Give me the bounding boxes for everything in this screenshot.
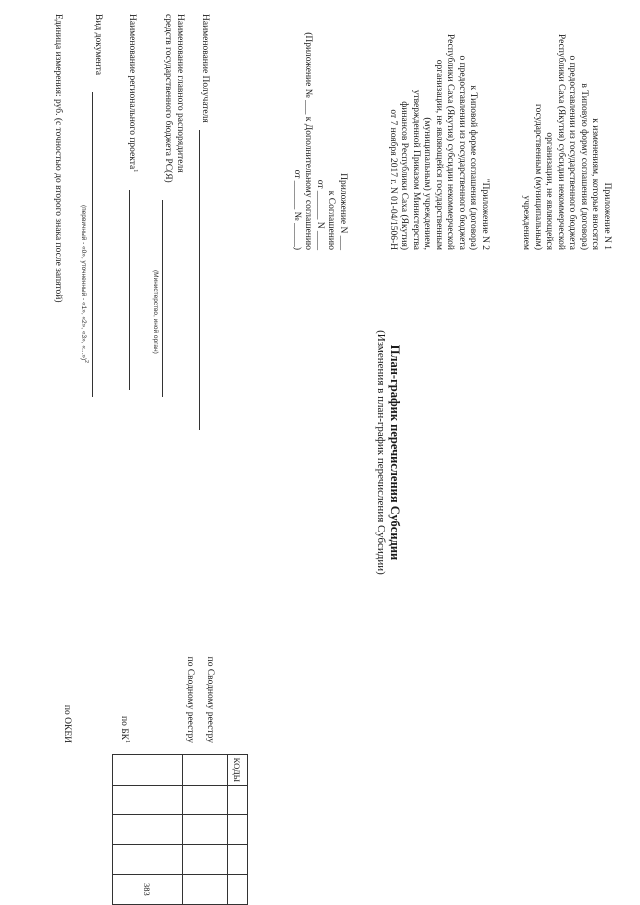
- bk-label-text: по БК: [118, 715, 129, 740]
- code-cell-svodny: [183, 785, 228, 815]
- code-cell-bk: [183, 845, 228, 875]
- annex-1-line: организации, не являющейся: [544, 132, 555, 250]
- recipient-label: Наименование Получателя: [200, 14, 210, 123]
- code-cell-okei: [183, 874, 228, 904]
- codes-header-cell: [228, 874, 248, 904]
- annex-1-line: государственным (муниципальным): [533, 103, 543, 250]
- code-cell-svodny: [113, 755, 183, 786]
- annex-2-line: от 7 ноября 2017 г. N 01-04/1506-Н: [388, 109, 398, 250]
- codes-header-cell: [228, 785, 248, 815]
- annex-1-line: Республики Саха (Якутия) субсидии некоммерческой: [556, 33, 566, 250]
- codes-header: КОДЫ: [228, 755, 248, 786]
- doctype-hint: [80, 205, 89, 363]
- document-title: План-график перечисления Субсидии: [388, 344, 402, 561]
- project-label: [126, 14, 140, 172]
- codes-header-cell: [228, 845, 248, 875]
- grbs-label-line1: Наименование главного распорядителя: [175, 14, 185, 173]
- grbs-hint: (Министерство, иной орган): [152, 270, 159, 354]
- project-line: [129, 190, 130, 390]
- annex-2-line: к Типовой форме соглашения (договора): [468, 85, 479, 250]
- units-label: Единица измерения: руб. (с точностью до второго знака после запятой): [53, 14, 63, 303]
- project-label-text: Наименование регионального проекта: [126, 14, 137, 170]
- annex-ref-line: от ______ № _____): [292, 169, 302, 250]
- code-cell-bk: [113, 845, 183, 875]
- code-cell-svodny: [183, 755, 228, 786]
- annex-1-line: о предоставлении из государственного бюджета: [567, 55, 578, 250]
- code-cell-bk: [113, 815, 183, 845]
- annex-2-line: организации, не являющейся государственным: [434, 59, 444, 250]
- annex-2-line: "Приложение N 2: [480, 178, 490, 250]
- recipient-line: [199, 130, 200, 430]
- annex-2-line: финансов Республики Саха (Якутия): [399, 101, 410, 250]
- annex-2-line: утвержденной Приказом Министерства: [411, 89, 421, 250]
- doctype-footnote-mark: 2: [83, 360, 89, 363]
- bk-footnote-mark: 1: [124, 740, 130, 743]
- annex-ref-line: (Приложение № ___ к Дополнительному соглашению: [303, 32, 314, 250]
- grbs-line: [162, 200, 163, 397]
- annex-1-header: [520, 0, 612, 250]
- annex-1-line: Приложение N 1: [602, 182, 612, 250]
- project-footnote-mark: 1: [132, 169, 138, 173]
- annex-2-header: [387, 0, 491, 250]
- annex-ref-line: к Соглашению: [326, 190, 337, 250]
- annex-reference: [291, 0, 349, 250]
- codes-table: [112, 754, 248, 905]
- annex-1-line: к изменениям, которые вносятся: [590, 118, 601, 250]
- okei-code-cell: 383: [113, 874, 183, 904]
- codes-header-cell: [228, 815, 248, 845]
- svodny-reestr-label-2: по Сводному реестру: [185, 656, 195, 743]
- okei-label: по ОКЕИ: [62, 704, 72, 743]
- annex-2-line: (муниципальным) учреждением,: [422, 117, 433, 250]
- document-subtitle: (Изменения в план-график перечисления Субсидии): [375, 330, 387, 575]
- grbs-label-line2: средств государственного бюджета РС(Я): [163, 14, 173, 183]
- doctype-hint-text: (первичный - «0», уточненный - «1», «2», «3», «...»): [79, 205, 87, 361]
- annex-2-line: Республики Саха (Якутия) субсидии некоммерческой: [445, 33, 456, 250]
- svodny-reestr-label-1: по Сводному реестру: [205, 656, 215, 743]
- bk-label: [119, 716, 130, 743]
- annex-ref-line: Приложение N ___: [338, 173, 348, 250]
- code-cell-svodny: [113, 785, 183, 815]
- annex-1-line: в Типовую форму соглашения (договора): [579, 83, 589, 250]
- doctype-line: [92, 92, 93, 397]
- code-cell-bk: [183, 815, 228, 845]
- annex-ref-line: от ______ N ____: [315, 179, 325, 250]
- annex-1-line: учреждением: [521, 195, 532, 250]
- doctype-label: Вид документа: [93, 14, 103, 76]
- annex-2-line: о предоставлении из государственного бюджета: [457, 55, 467, 250]
